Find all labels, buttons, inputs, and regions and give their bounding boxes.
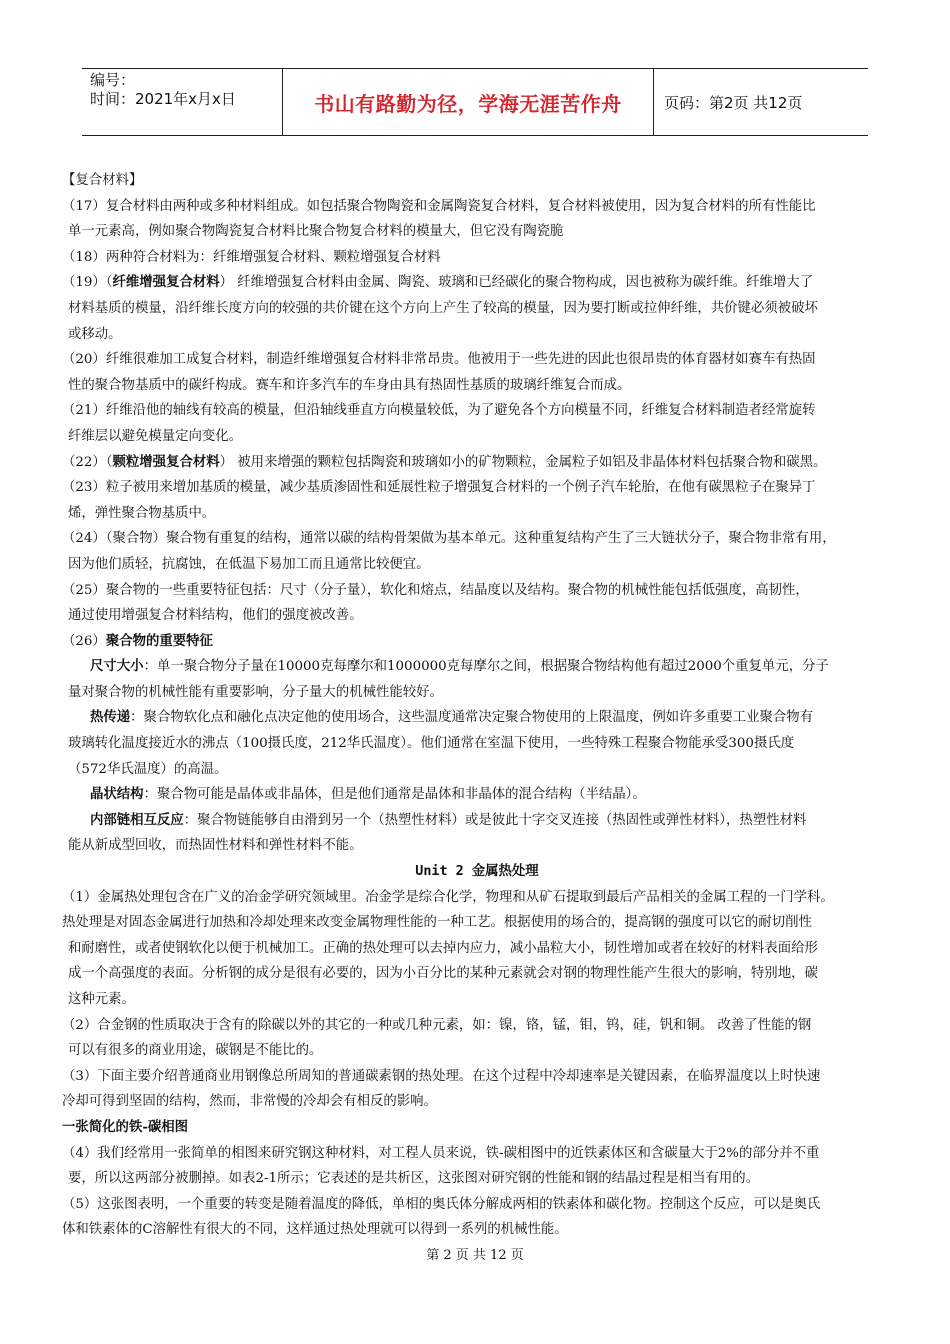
paragraph-17: （17）复合材料由两种或多种材料组成。如包括聚合物陶瓷和金属陶瓷复合材料，复合材料被使用，因为复合材料的所有性能比 bbox=[62, 198, 816, 214]
feature-chain-term: 内部链相互反应 bbox=[90, 811, 184, 828]
unit-paragraph-3-cont: 冷却可得到坚固的结构，然而，非常慢的冷却会有相反的影响。 bbox=[62, 1094, 437, 1110]
feature-heat-text: ：聚合物软化点和融化点决定他的使用场合，这些温度通常决定聚合物使用的上限温度，例如许多重要工业聚合物有 bbox=[130, 710, 814, 726]
header-left-cell bbox=[82, 69, 282, 135]
paragraph-19-cont2: 或移动。 bbox=[68, 326, 122, 342]
unit-paragraph-1-cont2: 和耐磨性，或者使钢软化以便于机械加工。正确的热处理可以去掉内应力，减小晶粒大小，韧性增加或者在较好的材料表面给形 bbox=[68, 940, 818, 956]
p22-prefix: （22）（ bbox=[62, 454, 113, 470]
header-motto: 书山有路勤为径，学海无涯苦作舟 bbox=[282, 69, 654, 135]
paragraph-23: （23）粒子被用来增加基质的模量，减少基质渗固性和延展性粒子增强复合材料的一个例子汽车轮胎，在他有碳黑粒子在聚异丁 bbox=[62, 480, 816, 496]
feature-heat bbox=[62, 705, 892, 731]
paragraph-24-cont: 因为他们质轻，抗腐蚀，在低温下易加工而且通常比较便宜。 bbox=[68, 556, 430, 572]
paragraph-21-cont: 纤维层以避免模量定向变化。 bbox=[68, 428, 243, 444]
paragraph-20-cont: 性的聚合物基质中的碳纤构成。赛车和许多汽车的车身由具有热固性基质的玻璃纤维复合而成。 bbox=[68, 377, 631, 393]
feature-size-cont: 量对聚合物的机械性能有重要影响，分子量大的机械性能较好。 bbox=[68, 684, 443, 700]
unit-paragraph-1-cont3: 成一个高强度的表面。分析钢的成分是很有必要的，因为小百分比的某种元素就会对钢的物理性能产生很大的影响，特别地，碳 bbox=[68, 966, 818, 982]
feature-chain-text: ：聚合物链能够自由滑到另一个（热塑性材料）或是彼此十字交叉连接（热固性或弹性材料），热塑性材料 bbox=[183, 812, 807, 828]
paragraph-25-cont: 通过使用增强复合材料结构，他们的强度被改善。 bbox=[68, 608, 363, 624]
unit-paragraph-5-cont: 体和铁素体的C溶解性有很大的不同，这样通过热处理就可以得到一系列的机械性能。 bbox=[62, 1222, 568, 1238]
paragraph-24: （24）（聚合物）聚合物有重复的结构，通常以碳的结构骨架做为基本单元。这种重复结构产生了三大链状分子，聚合物非常有用， bbox=[62, 531, 836, 547]
unit-paragraph-2: （2）合金钢的性质取决于含有的除碳以外的其它的一种或几种元素，如：镍，铬，锰，钼，钨，硅，钒和铜。 改善了性能的钢 bbox=[62, 1017, 812, 1033]
paragraph-23-cont: 烯，弹性聚合物基质中。 bbox=[68, 505, 216, 521]
paragraph-22 bbox=[62, 450, 892, 476]
feature-chain bbox=[62, 808, 892, 834]
paragraph-19 bbox=[62, 270, 892, 296]
feature-heat-cont: 玻璃转化温度接近水的沸点（100摄氏度，212华氏温度）。他们通常在室温下使用，一些特殊工程聚合物能承受300摄氏度 bbox=[68, 736, 795, 752]
unit-paragraph-4: （4）我们经常用一张简单的相图来研究钢这种材料，对工程人员来说，铁-碳相图中的近铁素体区和含碳量大于2%的部分并不重 bbox=[62, 1145, 820, 1161]
subsection-title: 一张简化的铁-碳相图 bbox=[62, 1118, 189, 1135]
p22-term: 颗粒增强复合材料 bbox=[112, 453, 220, 470]
p19-term: 纤维增强复合材料 bbox=[112, 274, 220, 291]
feature-heat-cont2: （572华氏温度）的高温。 bbox=[68, 761, 228, 777]
unit-paragraph-4-cont: 要，所以这两部分被删掉。如表2-1所示；它表述的是共析区，这张图对研究钢的性能和钢的结晶过程是相当有用的。 bbox=[68, 1171, 760, 1187]
p26-term: 聚合物的重要特征 bbox=[105, 632, 213, 649]
feature-crystal-text: ：聚合物可能是晶体或非晶体，但是他们通常是晶体和非晶体的混合结构（半结晶）。 bbox=[143, 787, 646, 803]
p19-prefix: （19）（ bbox=[62, 275, 113, 291]
paragraph-19-cont: 材料基质的模量，沿纤维长度方向的较强的共价键在这个方向上产生了较高的模量，因为要打断或拉伸纤维，共价键必须被破坏 bbox=[68, 300, 818, 316]
page-header bbox=[82, 68, 868, 136]
paragraph-17-cont: 单一元素高，例如聚合物陶瓷复合材料比聚合物复合材料的模量大，但它没有陶瓷脆 bbox=[68, 224, 564, 240]
unit-paragraph-3: （3）下面主要介绍普通商业用钢像总所周知的普通碳素钢的热处理。在这个过程中冷却速率是关键因素，在临界温度以上时快速 bbox=[62, 1068, 821, 1084]
feature-size-text: ：单一聚合物分子量在10000克每摩尔和1000000克每摩尔之间，根据聚合物结构他有超过2000个重复单元，分子 bbox=[143, 659, 829, 675]
document-body bbox=[62, 168, 892, 1243]
p22-text: ） 被用来增强的颗粒包括陶瓷和玻璃如小的矿物颗粒，金属粒子如铝及非晶体材料包括聚合物和碳黑。 bbox=[219, 454, 827, 470]
section-heading: 【复合材料】 bbox=[62, 173, 143, 188]
feature-heat-term: 热传递 bbox=[90, 709, 131, 726]
feature-crystal-term: 晶状结构 bbox=[90, 786, 144, 803]
unit-paragraph-5: （5）这张图表明，一个重要的转变是随着温度的降低，单相的奥氏体分解成两相的铁素体和碳化物。控制这个反应，可以是奥氏 bbox=[62, 1196, 821, 1212]
unit-paragraph-2-cont: 可以有很多的商业用途，碳钢是不能比的。 bbox=[68, 1043, 323, 1059]
unit-title: Unit 2 金属热处理 bbox=[415, 864, 539, 880]
unit-paragraph-1-cont: 热处理是对固态金属进行加热和冷却处理来改变金属物理性能的一种工艺。根据使用的场合的，提高钢的强度可以它的耐切削性 bbox=[62, 915, 812, 931]
paragraph-20: （20）纤维很难加工成复合材料，制造纤维增强复合材料非常昂贵。他被用于一些先进的因此也很昂贵的体育器材如赛车有热固 bbox=[62, 352, 816, 368]
header-number-label: 编号： bbox=[90, 71, 136, 89]
paragraph-26 bbox=[62, 629, 892, 655]
unit-paragraph-1: （1）金属热处理包含在广义的冶金学研究领域里。冶金学是综合化学，物理和从矿石提取到最后产品相关的金属工程的一门学科。 bbox=[62, 889, 834, 905]
feature-size bbox=[62, 654, 892, 680]
header-time: 时间：2021年x月x日 bbox=[90, 90, 236, 108]
paragraph-18: （18）两种符合材料为：纤维增强复合材料、颗粒增强复合材料 bbox=[62, 249, 441, 265]
unit-paragraph-1-cont4: 这种元素。 bbox=[68, 992, 135, 1007]
paragraph-25: （25）聚合物的一些重要特征包括：尺寸（分子量），软化和熔点，结晶度以及结构。聚合物的机械性能包括低强度，高韧性， bbox=[62, 582, 809, 598]
page-footer: 第 2 页 共 12 页 bbox=[426, 1248, 524, 1263]
p19-text: ） 纤维增强复合材料由金属、陶瓷、玻璃和已经碳化的聚合物构成，因也被称为碳纤维。纤维增大了 bbox=[219, 275, 814, 291]
feature-crystal bbox=[62, 782, 892, 808]
feature-size-term: 尺寸大小 bbox=[90, 658, 144, 675]
feature-chain-cont: 能从新成型回收，而热固性材料和弹性材料不能。 bbox=[68, 838, 363, 854]
paragraph-21: （21）纤维沿他的轴线有较高的模量，但沿轴线垂直方向模量较低，为了避免各个方向模量不同，纤维复合材料制造者经常旋转 bbox=[62, 403, 816, 419]
header-page-number: 页码：第2页 共12页 bbox=[664, 93, 803, 112]
p26-prefix: （26） bbox=[62, 633, 106, 649]
